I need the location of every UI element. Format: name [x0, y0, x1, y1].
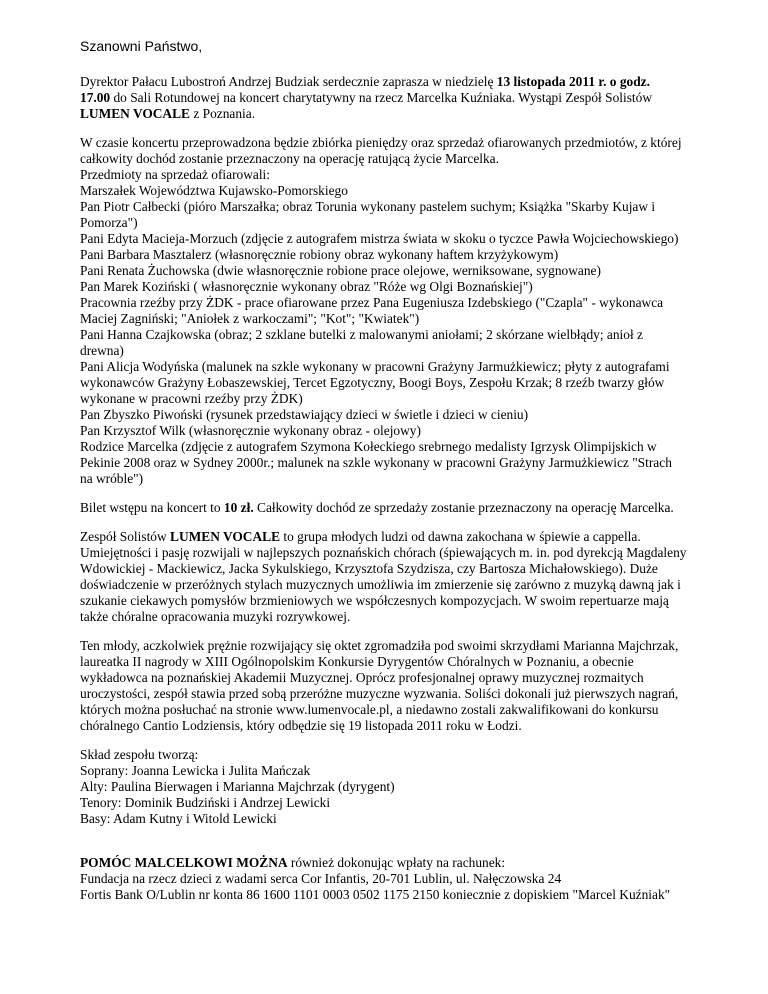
- donor-line: drewna): [80, 343, 124, 358]
- ensemble-name: LUMEN VOCALE: [170, 529, 281, 544]
- octet-line: chóralnego Cantio Lodziensis, który odbędzie się 19 listopada 2011 roku w Łodzi.: [80, 718, 522, 733]
- ensemble-line: także chóralne opracowania muzyki rozrywkowej.: [80, 609, 351, 624]
- collection-paragraph: [80, 135, 700, 487]
- members-heading: Skład zespołu tworzą:: [80, 747, 199, 762]
- donor-line: Pani Barbara Masztalerz (własnoręcznie robiony obraz wykonany haftem krzyżykowym): [80, 247, 559, 262]
- donor-line: wykonane w pracowni rzeźby przy ŻDK): [80, 391, 303, 406]
- ensemble-name: LUMEN VOCALE: [80, 106, 190, 121]
- ticket-line: [80, 500, 700, 516]
- octet-line: uroczystości, zespół stawia przed sobą przeróżne muzyczne wyzwania. Soliści dokonali już pierwszych nagrań,: [80, 686, 679, 701]
- donation-text: również dokonując wpłaty na rachunek:: [287, 855, 506, 870]
- donor-line: Pracownia rzeźby przy ŻDK - prace ofiarowane przez Pana Eugeniusza Izdebskiego ("Czapla" - wykonawca: [80, 295, 664, 310]
- donation-paragraph: [80, 855, 700, 903]
- donor-line: Pomorza"): [80, 215, 138, 230]
- donor-line: Pan Marek Koziński ( własnoręcznie wykonany obraz "Róże wg Olgi Boznańskiej"): [80, 279, 533, 294]
- invitation-text: do Sali Rotundowej na koncert charytatywny na rzecz Marcelka Kuźniaka. Wystąpi Zespół Solistów: [110, 90, 652, 105]
- collection-line: całkowity dochód zostanie przeznaczony na operację ratującą życie Marcelka.: [80, 151, 499, 166]
- ticket-text: Bilet wstępu na koncert to: [80, 500, 224, 515]
- bank-account-line: Fortis Bank O/Lublin nr konta 86 1600 1101 0003 0502 1175 2150 koniecznie z dopiskiem "Marcel Kuźniak": [80, 887, 671, 902]
- donor-line: Marszałek Województwa Kujawsko-Pomorskiego: [80, 183, 348, 198]
- donor-line: Pan Piotr Całbecki (pióro Marszałka; obraz Torunia wykonany pastelem suchym; Książka "Skarby Kujaw i: [80, 199, 656, 214]
- donor-line: Pani Renata Żuchowska (dwie własnoręcznie robione prace olejowe, werniksowane, sygnowane): [80, 263, 601, 278]
- invitation-line: [80, 90, 700, 106]
- donor-line: Pani Edyta Macieja-Morzuch (zdjęcie z autografem mistrza świata w skoku o tyczce Pawła Wojciechowskiego): [80, 231, 679, 246]
- invitation-text: Dyrektor Pałacu Lubostroń Andrzej Budziak serdecznie zaprasza w niedzielę: [80, 74, 497, 89]
- foundation-line: Fundacja na rzecz dzieci z wadami serca Cor Infantis, 20-701 Lublin, ul. Nałęczowska 24: [80, 871, 562, 886]
- ensemble-line: szukanie ciekawych pomysłów brzmieniowych we współczesnych kompozycjach. W swoim repertuarze mają: [80, 593, 669, 608]
- members-line: Alty: Paulina Bierwagen i Marianna Majchrzak (dyrygent): [80, 779, 395, 794]
- donation-line: [80, 855, 700, 871]
- donor-line: Rodzice Marcelka (zdjęcie z autografem Szymona Kołeckiego srebrnego medalisty Igrzysk Olimpijskich w: [80, 439, 657, 454]
- invitation-line: [80, 106, 700, 122]
- members-paragraph: [80, 747, 700, 827]
- octet-line: laureatka II nagrody w XIII Ogólnopolskim Konkursie Dyrygentów Chóralnych w Poznaniu, a obecnie: [80, 654, 634, 669]
- ensemble-paragraph: [80, 529, 700, 625]
- collection-line: Przedmioty na sprzedaż ofiarowali:: [80, 167, 270, 182]
- collection-line: W czasie koncertu przeprowadzona będzie zbiórka pieniędzy oraz sprzedaż ofiarowanych przedmiotów, z której: [80, 135, 682, 150]
- members-line: Basy: Adam Kutny i Witold Lewicki: [80, 811, 277, 826]
- ensemble-line: doświadczenie w przeróżnych stylach muzycznych umożliwia im zmierzenie się zarówno z muzyką dawną jak i: [80, 577, 681, 592]
- octet-line: wykładowca na poznańskiej Akademii Muzycznej. Oprócz profesjonalnej oprawy muzycznej rozmaitych: [80, 670, 644, 685]
- octet-line: których można posłuchać na stronie www.lumenvocale.pl, a niedawno zostali zakwalifikowani do konkursu: [80, 702, 659, 717]
- donor-line: Maciej Zagniński; "Aniołek z warkoczami"; "Kot"; "Kwiatek"): [80, 311, 420, 326]
- donor-line: Pan Krzysztof Wilk (własnoręcznie wykonany obraz - olejowy): [80, 423, 421, 438]
- ensemble-text: to grupa młodych ludzi od dawna zakochana w śpiewie a cappella.: [280, 529, 641, 544]
- ticket-paragraph: [80, 500, 700, 516]
- greeting: Szanowni Państwo,: [80, 38, 203, 54]
- invitation-text: z Poznania.: [189, 106, 256, 121]
- invitation-paragraph: [80, 74, 700, 122]
- octet-line: Ten młody, aczkolwiek prężnie rozwijający się oktet zgromadziła pod swoimi skrzydłami Marianna Majchrzak,: [80, 638, 679, 653]
- donor-line: Pekinie 2008 oraz w Sydney 2000r.; malunek na szkle wykonany w pracowni Grażyny Jarmużkiewicz "Strach: [80, 455, 672, 470]
- ensemble-line: [80, 529, 700, 545]
- event-time: 17.00: [80, 90, 111, 105]
- donor-line: wykonawców Grażyny Łobaszewskiej, Tercet Egzotyczny, Boogi Boys, Zespołu Krzak; 8 rzeźb twarzy głów: [80, 375, 665, 390]
- ensemble-line: Umiejętności i pasję rozwijali w najlepszych poznańskich chórach (śpiewających m. in. pod dyrekcją Magdaleny: [80, 545, 687, 560]
- ensemble-text: Zespół Solistów: [80, 529, 171, 544]
- ticket-price: 10 zł.: [223, 500, 254, 515]
- donor-line: na wróble"): [80, 471, 144, 486]
- members-line: Tenory: Dominik Budziński i Andrzej Lewicki: [80, 795, 331, 810]
- invitation-line: [80, 74, 700, 90]
- donation-heading: POMÓC MALCELKOWI MOŻNA: [80, 855, 288, 870]
- letter-page: [80, 38, 700, 916]
- ticket-text: Całkowity dochód ze sprzedaży zostanie przeznaczony na operację Marcelka.: [253, 500, 674, 515]
- donor-line: Pan Zbyszko Piwoński (rysunek przedstawiający dzieci w świetle i dzieci w cieniu): [80, 407, 529, 422]
- octet-paragraph: [80, 638, 700, 734]
- event-date: 13 listopada 2011 r. o godz.: [496, 74, 650, 89]
- donor-line: Pani Alicja Wodyńska (malunek na szkle wykonany w pracowni Grażyny Jarmużkiewicz; płyty z autografami: [80, 359, 670, 374]
- members-line: Soprany: Joanna Lewicka i Julita Mańczak: [80, 763, 311, 778]
- ensemble-line: Wdowickiej - Mackiewicz, Jacka Sykulskiego, Krzysztofa Szydzisza, czy Bartosza Michałowskiego). Duże: [80, 561, 658, 576]
- donor-line: Pani Hanna Czajkowska (obraz; 2 szklane butelki z malowanymi aniołami; 2 skórzane wielbłądy; anioł z: [80, 327, 643, 342]
